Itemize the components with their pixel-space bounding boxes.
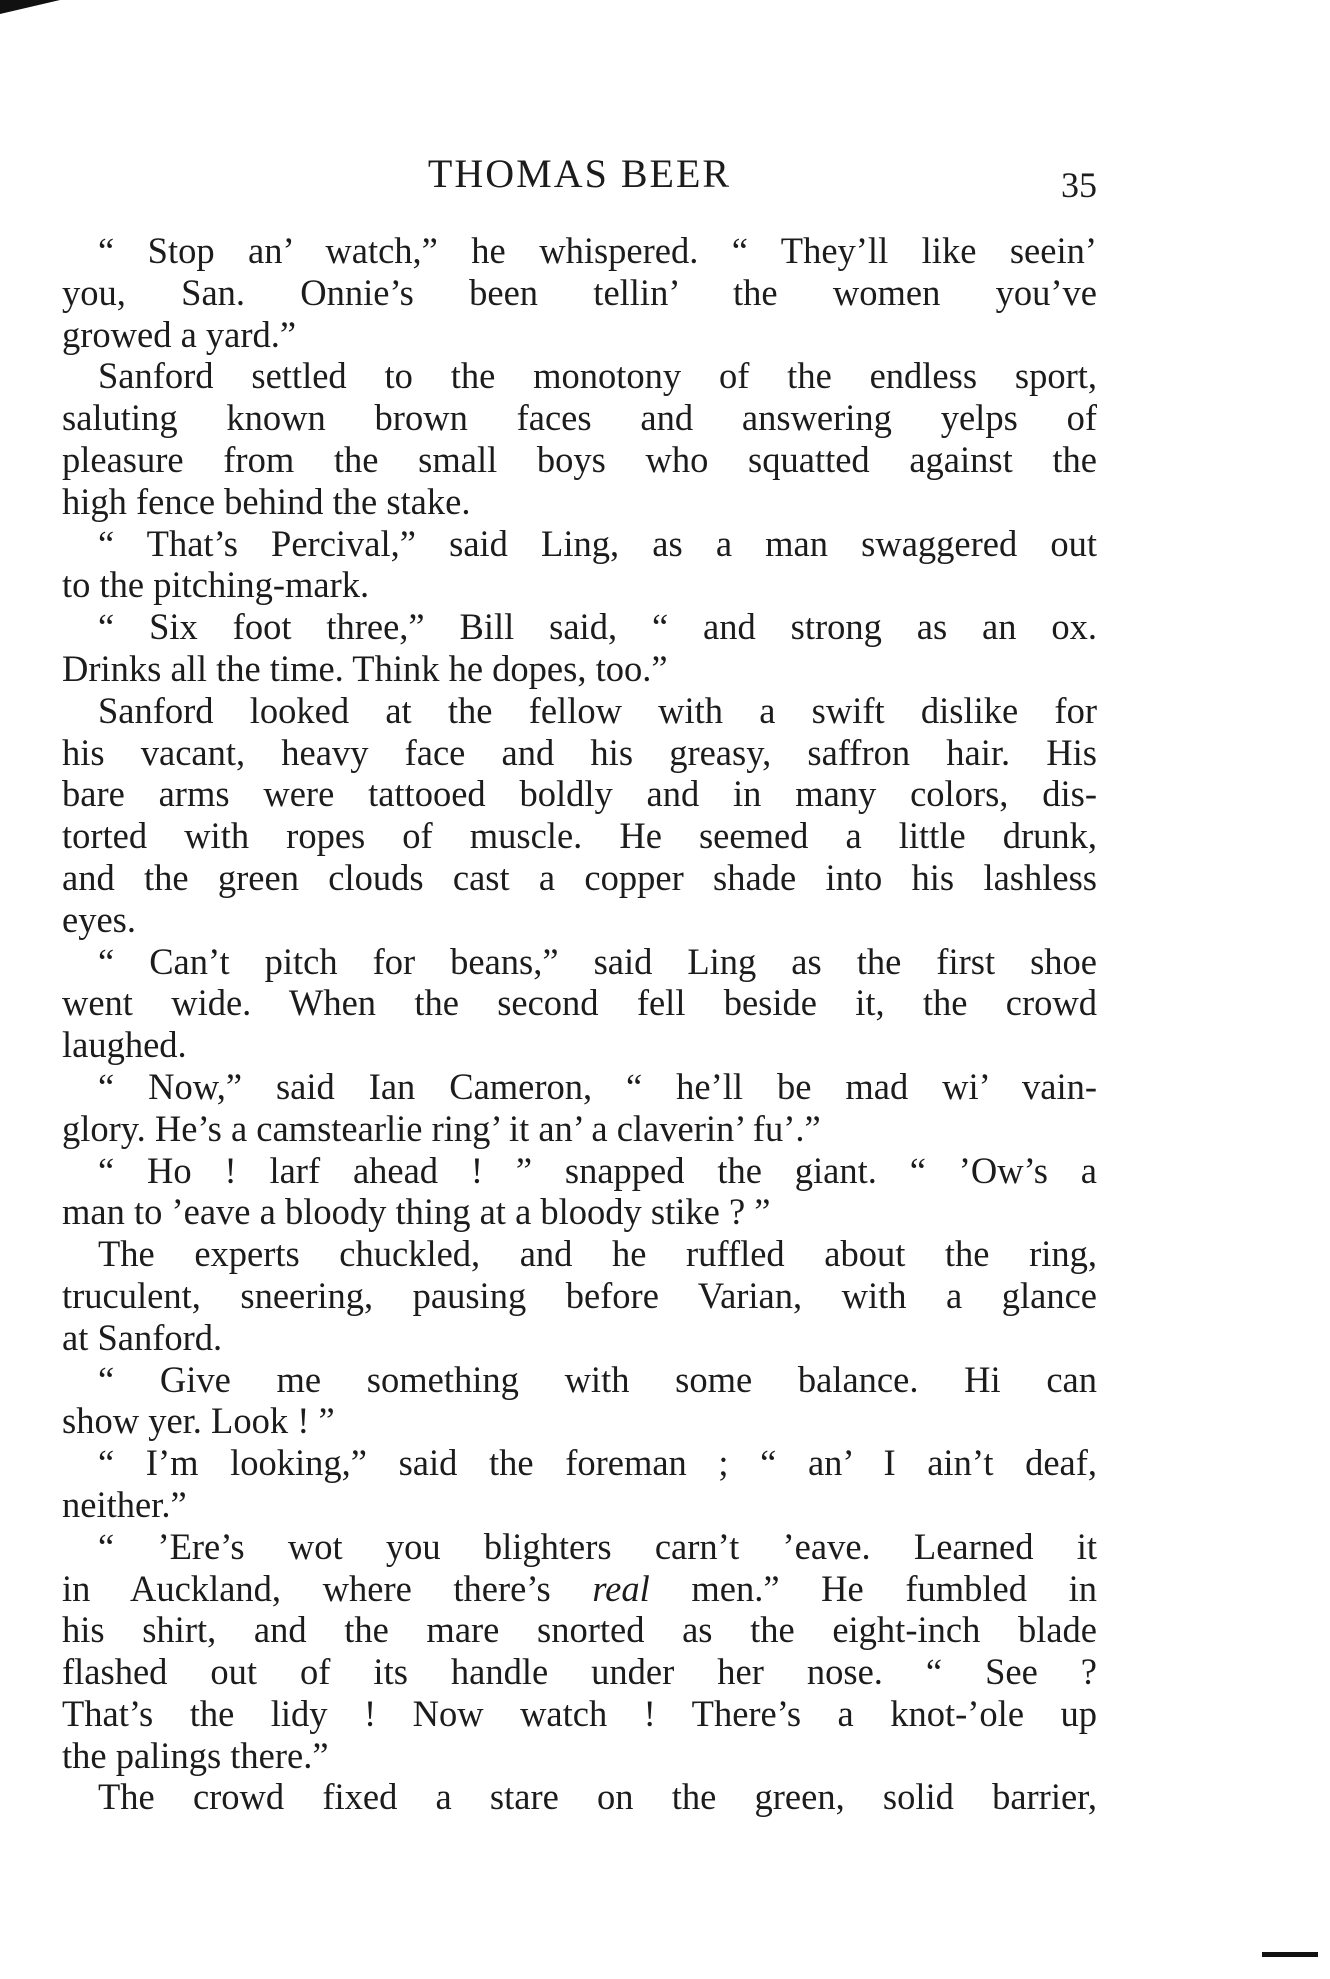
running-head: THOMAS BEER — [427, 151, 732, 196]
text-line: to the pitching-mark. — [62, 564, 370, 606]
text-line: pleasure from the small boys who squatted against the — [62, 438, 1097, 480]
text-line: That’s the lidy ! Now watch ! There’s a knot-’ole up — [62, 1692, 1097, 1734]
text-line: his shirt, and the mare snorted as the eight-inch blade — [62, 1609, 1097, 1651]
text-line: Drinks all the time. Think he dopes, too.” — [62, 647, 668, 689]
text-line: in Auckland, where there’s real men.” He fumbled in — [62, 1567, 1097, 1609]
text-line: his vacant, heavy face and his greasy, saffron hair. His — [62, 731, 1097, 773]
text-line: neither.” — [62, 1483, 187, 1525]
text-line: flashed out of its handle under her nose. “ See ? — [62, 1651, 1097, 1693]
text-line: “ Give me something with some balance. Hi can — [98, 1358, 1097, 1400]
text-line: saluting known brown faces and answering yelps of — [62, 397, 1097, 439]
text-line: and the green clouds cast a copper shade into his lashless — [62, 856, 1097, 898]
text-line: “ Can’t pitch for beans,” said Ling as the first shoe — [98, 940, 1097, 982]
text-line: high fence behind the stake. — [62, 480, 471, 522]
text-line: “ ’Ere’s wot you blighters carn’t ’eave. Learned it — [98, 1525, 1097, 1567]
text-line: show yer. Look ! ” — [62, 1400, 335, 1442]
text-line: growed a yard.” — [62, 313, 297, 355]
page-header — [62, 150, 1097, 205]
emphasis-word: real — [592, 1567, 650, 1609]
text-line: “ I’m looking,” said the foreman ; “ an’ I ain’t deaf, — [98, 1442, 1097, 1484]
text-line: glory. He’s a camstearlie ring’ it an’ a claverin’ fu’.” — [62, 1107, 821, 1149]
text-line: “ That’s Percival,” said Ling, as a man swaggered out — [98, 522, 1097, 564]
text-line: “ Six foot three,” Bill said, “ and strong as an ox. — [98, 606, 1097, 648]
page-number: 35 — [1061, 165, 1097, 205]
text-line: you, San. Onnie’s been tellin’ the women you’ve — [62, 271, 1097, 313]
body-text — [62, 230, 1097, 1818]
footer-scan-mark — [1262, 1952, 1318, 1957]
text-line: The crowd fixed a stare on the green, solid barrier, — [98, 1776, 1097, 1818]
text-line: eyes. — [62, 898, 136, 940]
text-line: “ Ho ! larf ahead ! ” snapped the giant. “ ’Ow’s a — [98, 1149, 1097, 1191]
text-line: Sanford settled to the monotony of the endless sport, — [98, 355, 1097, 397]
text-line: “ Stop an’ watch,” he whispered. “ They’ll like seein’ — [98, 230, 1097, 271]
text-line: man to ’eave a bloody thing at a bloody stike ? ” — [62, 1191, 771, 1233]
text-line: “ Now,” said Ian Cameron, “ he’ll be mad wi’ vain- — [98, 1065, 1097, 1107]
text-line: went wide. When the second fell beside it, the crowd — [62, 982, 1097, 1024]
text-line: laughed. — [62, 1024, 187, 1066]
text-line: the palings there.” — [62, 1734, 329, 1776]
corner-scan-mark — [0, 0, 60, 14]
text-line: bare arms were tattooed boldly and in many colors, dis- — [62, 773, 1097, 815]
text-line: The experts chuckled, and he ruffled about the ring, — [98, 1233, 1097, 1275]
text-line: at Sanford. — [62, 1316, 223, 1358]
text-line: truculent, sneering, pausing before Varian, with a glance — [62, 1274, 1097, 1316]
text-line: Sanford looked at the fellow with a swift dislike for — [98, 689, 1097, 731]
text-line: torted with ropes of muscle. He seemed a little drunk, — [62, 815, 1097, 857]
